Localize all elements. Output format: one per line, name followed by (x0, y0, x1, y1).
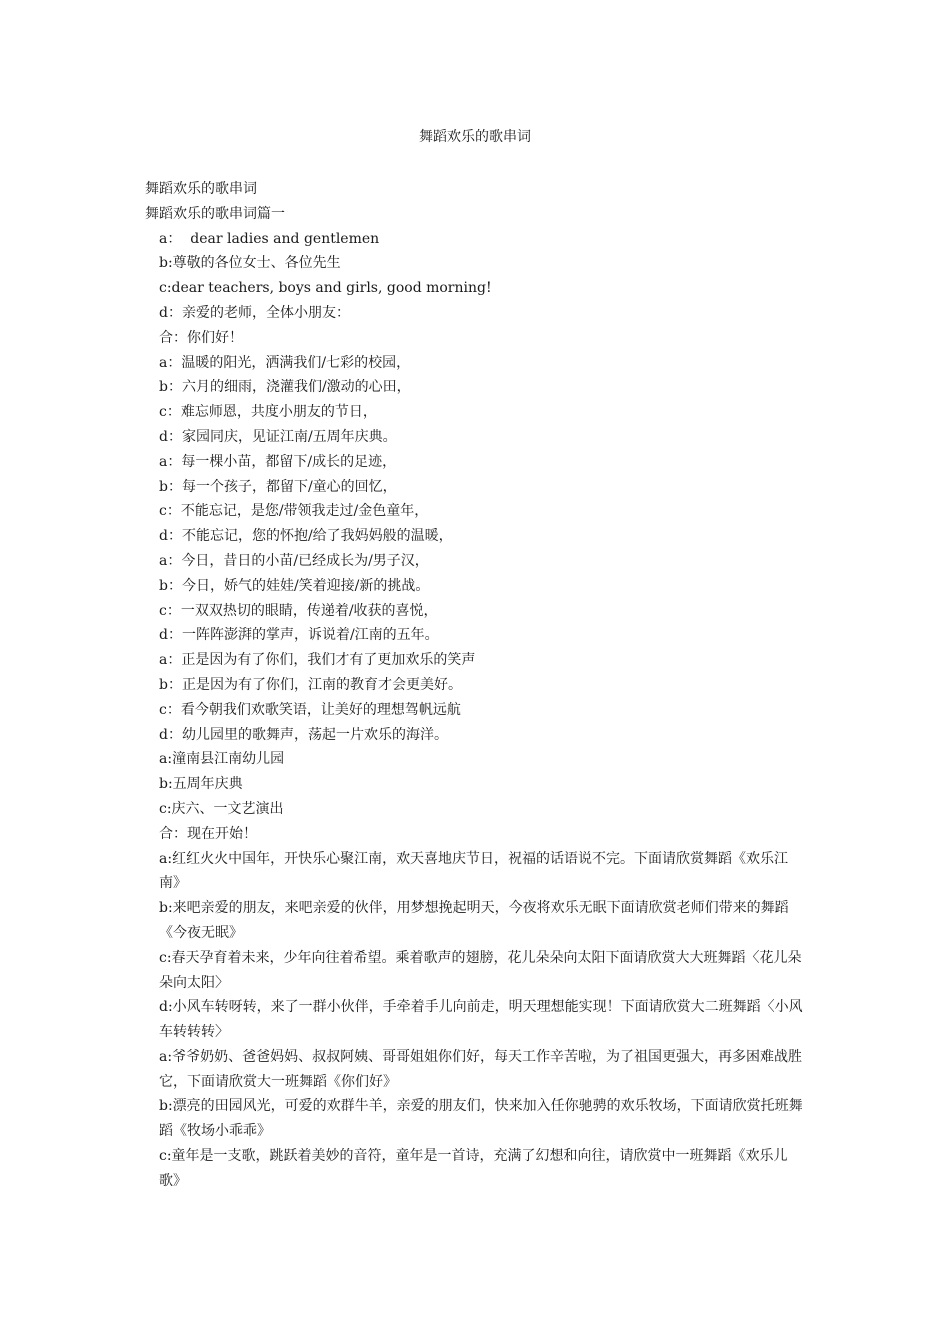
script-line: 合：现在开始！ (159, 825, 257, 842)
script-line: b：正是因为有了你们，江南的教育才会更美好。 (159, 676, 462, 693)
script-paragraph: a:红红火火中国年，开快乐心聚江南，欢天喜地庆节日，祝福的话语说不完。下面请欣赏舞蹈《欢乐江南》 (159, 850, 789, 892)
script-line: 合：你们好！ (159, 329, 243, 346)
script-paragraph: b:漂亮的田园风光，可爱的欢群牛羊，亲爱的朋友们，快来加入任你驰骋的欢乐牧场，下面请欣赏托班舞蹈《牧场小乖乖》 (159, 1098, 803, 1140)
script-paragraph: c:春天孕育着未来，少年向往着希望。乘着歌声的翅膀，花儿朵朵向太阳下面请欣赏大大班舞蹈〈花儿朵朵向太阳〉 (159, 949, 802, 991)
script-line: c：看今朝我们欢歌笑语，让美好的理想驾帆远航 (159, 701, 461, 718)
script-paragraph: c:童年是一支歌，跳跃着美妙的音符，童年是一首诗，充满了幻想和向往，请欣赏中一班舞蹈《欢乐儿歌》 (159, 1148, 788, 1189)
document-heading: 舞蹈欢乐的歌串词 (145, 181, 257, 197)
section-heading: 舞蹈欢乐的歌串词篇一 (145, 205, 285, 222)
document-title: 舞蹈欢乐的歌串词 (419, 129, 531, 145)
script-line: a：温暖的阳光，洒满我们/七彩的校园， (159, 354, 411, 371)
script-line: d：亲爱的老师，全体小朋友： (159, 304, 350, 321)
script-paragraph: d:小风车转呀转，来了一群小伙伴，手牵着手儿向前走，明天理想能实现！下面请欣赏大二班舞蹈〈小风车转转转〉 (159, 999, 803, 1041)
script-line: c：一双双热切的眼睛，传递着/收获的喜悦， (159, 602, 438, 619)
script-line: d：不能忘记，您的怀抱/给了我妈妈般的温暖， (159, 528, 453, 545)
script-line: a：今日，昔日的小苗/已经成长为/男子汉， (159, 552, 429, 569)
script-line: d：幼儿园里的歌舞声，荡起一片欢乐的海洋。 (159, 726, 448, 743)
script-line: d：家园同庆，见证江南/五周年庆典。 (159, 428, 397, 445)
script-line: b：六月的细雨，浇灌我们/激动的心田， (159, 379, 411, 396)
script-line: c：难忘师恩，共度小朋友的节日， (159, 404, 377, 421)
script-line: a：每一棵小苗，都留下/成长的足迹， (159, 453, 397, 470)
document-body (145, 177, 805, 1194)
script-line: c:dear teachers, boys and girls, good morning! (159, 280, 492, 297)
script-line: b：每一个孩子，都留下/童心的回忆， (159, 478, 397, 495)
script-line: d：一阵阵澎湃的掌声，诉说着/江南的五年。 (159, 627, 439, 644)
script-paragraph: b:来吧亲爱的朋友，来吧亲爱的伙伴，用梦想挽起明天，今夜将欢乐无眠下面请欣赏老师们带来的舞蹈《今夜无眠》 (159, 900, 789, 941)
script-line: a：正是因为有了你们，我们才有了更加欢乐的笑声 (159, 652, 476, 669)
script-line: c:庆六、一文艺演出 (159, 800, 284, 817)
script-line: a： dear ladies and gentlemen (159, 230, 380, 247)
script-line: a:潼南县江南幼儿园 (159, 751, 285, 768)
script-line: c：不能忘记，是您/带领我走过/金色童年， (159, 503, 429, 520)
script-paragraph: a:爷爷奶奶、爸爸妈妈、叔叔阿姨、哥哥姐姐你们好，每天工作辛苦啦，为了祖国更强大，再多困难战胜它，下面请欣赏大一班舞蹈《你们好》 (159, 1048, 803, 1090)
script-line: b：今日，娇气的娃娃/笑着迎接/新的挑战。 (159, 577, 430, 594)
script-line: b:五周年庆典 (159, 776, 243, 793)
script-line: b:尊敬的各位女士、各位先生 (159, 255, 341, 272)
